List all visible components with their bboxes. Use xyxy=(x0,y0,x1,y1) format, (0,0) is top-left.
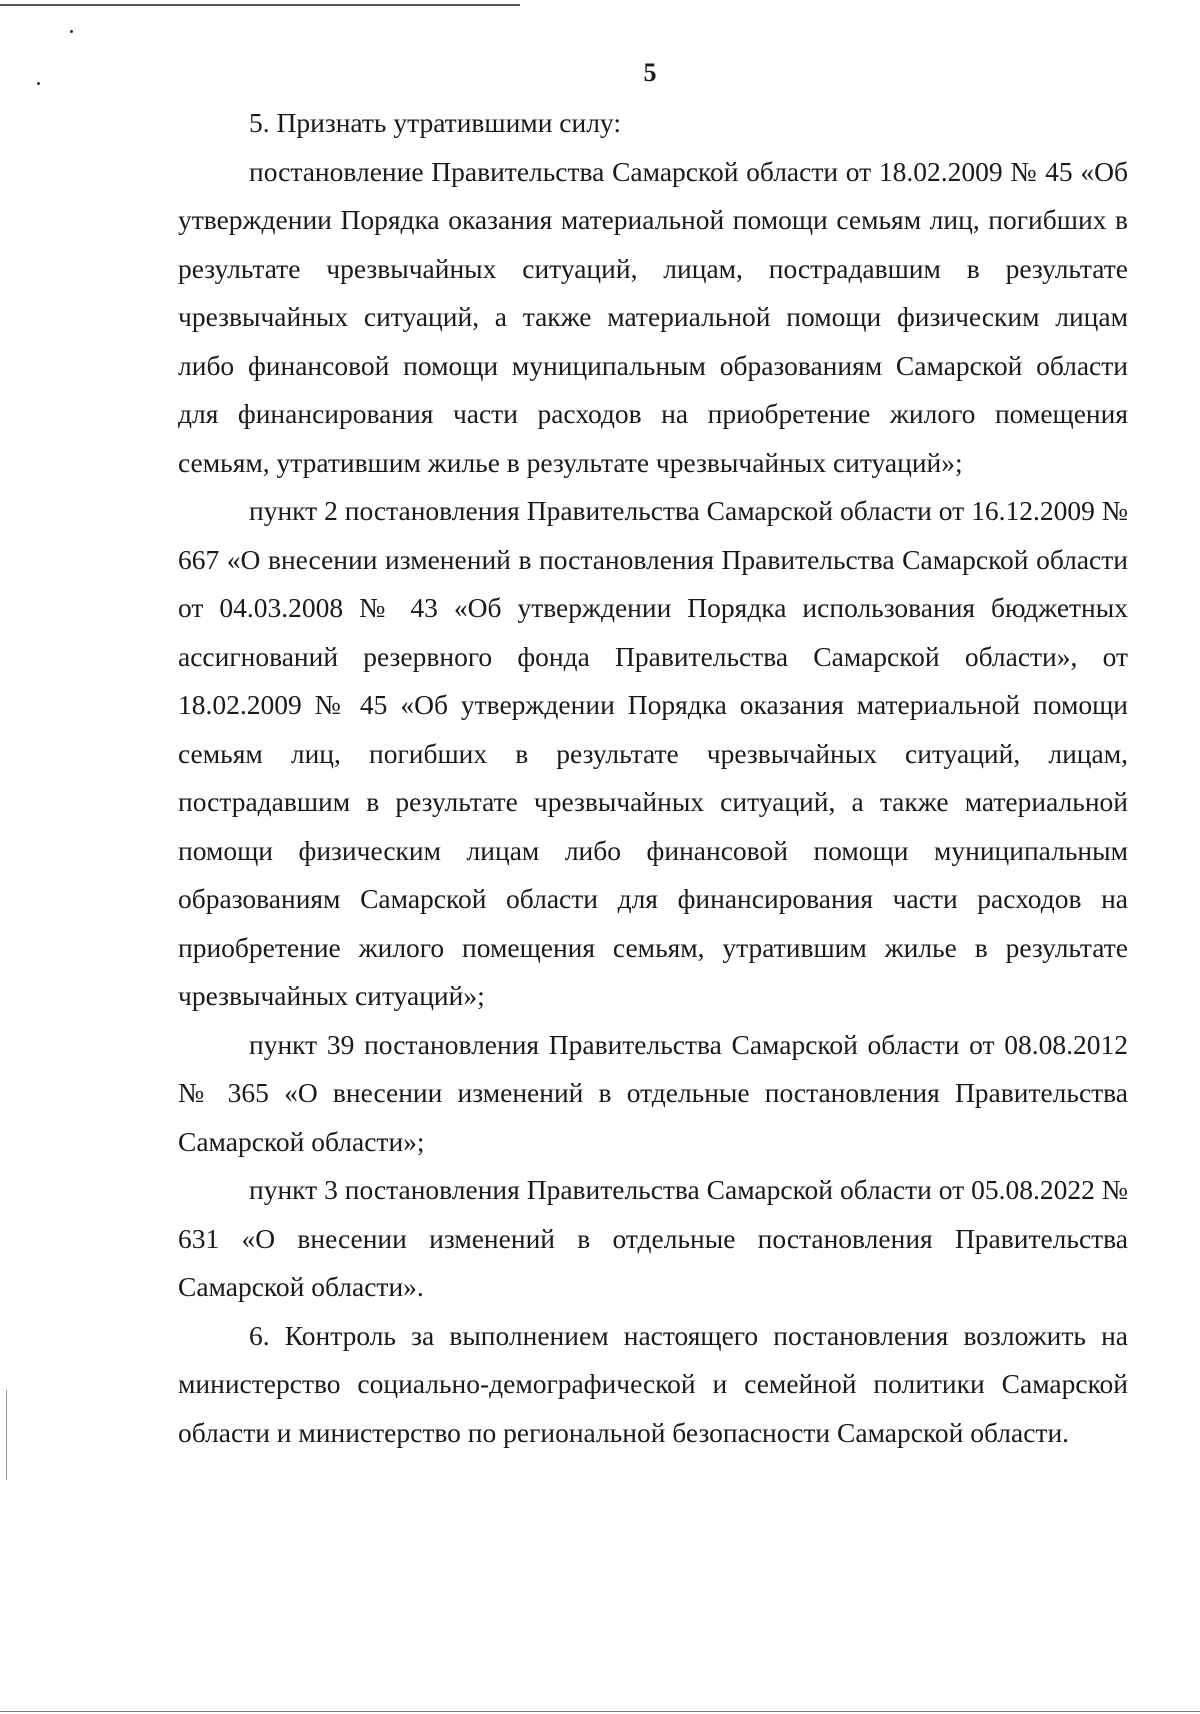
paragraph-repealed-decree-45: постановление Правительства Самарской области от 18.02.2009 № 45 «Об утверждении Порядка оказания материальной помощи семьям лиц, погибших в результате чрезвычайных ситуаций, лицам, пострадавшим в результате чрезвычайных ситуаций, а также материальной помощи физическим лицам либо финансовой помощи муниципальным образованиям Самарской области для финансирования части расходов на приобретение жилого помещения семьям, утратившим жилье в результате чрезвычайных ситуаций»; xyxy=(178,155,1128,478)
scan-artifact-bottom-line xyxy=(0,1711,1200,1712)
document-body xyxy=(178,99,1128,1457)
paragraph-repealed-decree-667: пункт 2 постановления Правительства Самарской области от 16.12.2009 № 667 «О внесении изменений в постановления Правительства Самарской области от 04.03.2008 № 43 «Об утверждении Порядка использования бюджетных ассигнований резервного фонда Правительства Самарской области», от 18.02.2009 № 45 «Об утверждении Порядка оказания материальной помощи семьям лиц, погибших в результате чрезвычайных ситуаций, лицам, пострадавшим в результате чрезвычайных ситуаций, а также материальной помощи физическим лицам либо финансовой помощи муниципальным образованиям Самарской области для финансирования части расходов на приобретение жилого помещения семьям, утратившим жилье в результате чрезвычайных ситуаций»; xyxy=(178,495,1128,1011)
paragraph-6-control: 6. Контроль за выполнением настоящего постановления возложить на министерство социально-демографической и семейной политики Самарской области и министерство по региональной безопасности Самарской области. xyxy=(178,1319,1128,1448)
paragraph-repealed-decree-365: пункт 39 постановления Правительства Самарской области от 08.08.2012 № 365 «О внесении изменений в отдельные постановления Правительства Самарской области»; xyxy=(178,1028,1128,1157)
page-number: 5 xyxy=(643,58,657,87)
paragraph-repealed-decree-631: пункт 3 постановления Правительства Самарской области от 05.08.2022 № 631 «О внесении изменений в отдельные постановления Правительства Самарской области». xyxy=(178,1174,1128,1302)
scan-artifact-dot xyxy=(70,30,73,33)
paragraph-5-heading: 5. Признать утратившими силу: xyxy=(249,107,621,138)
scan-artifact-edge xyxy=(6,1390,7,1480)
scan-artifact-top-line xyxy=(0,4,520,6)
